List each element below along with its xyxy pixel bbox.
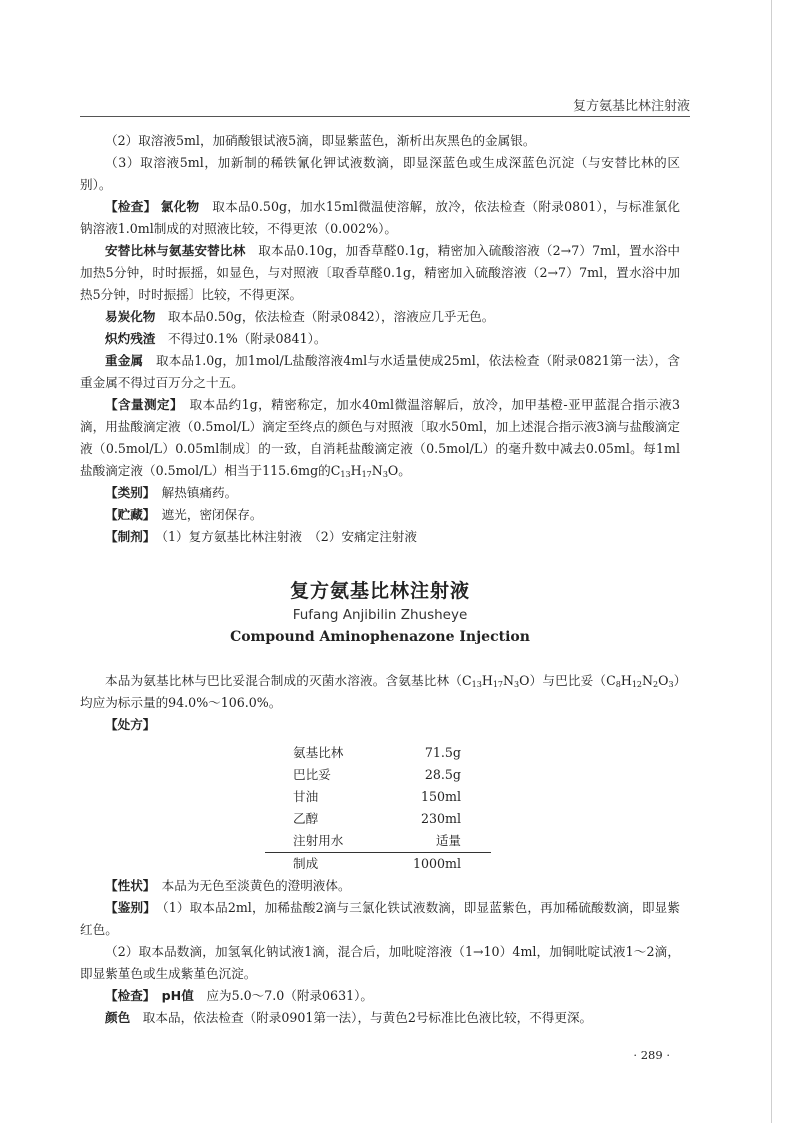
check-label-2: 【检查】: [105, 988, 150, 1003]
formula-barbital: $C_8H_{12}N_2O_3$: [606, 673, 674, 689]
identification-1-text: （1）取本品2ml，加稀盐酸2滴与三氯化铁试液数滴，即显蓝紫色，再加稀硫酸数滴，即显紫红色。: [80, 900, 681, 937]
monograph-pinyin: Fufang Anjibilin Zhusheye: [292, 607, 468, 623]
carbonizable-text: 取本品0.50g，依法检查（附录0842），溶液应几乎无色。: [167, 309, 495, 324]
preparations-label: 【制剂】: [105, 529, 150, 544]
heavy-metals-text: 取本品1.0g，加1mol/L盐酸溶液4ml与水适量使成25ml，依法检查（附录0821第一法），含重金属不得过百万分之十五。: [80, 353, 681, 390]
ph-text: 应为5.0～7.0（附录0631）。: [206, 988, 373, 1003]
description: [80, 875, 680, 897]
formulation-row: 氨基比林 71.5g: [293, 745, 461, 760]
carbonizable-label: 易炭化物: [105, 309, 156, 324]
category-label: 【类别】: [105, 485, 150, 500]
preparations: [80, 526, 680, 548]
storage-text: 遮光，密闭保存。: [161, 507, 263, 522]
ph-label: pH值: [161, 988, 194, 1003]
running-header-title: 复方氨基比林注射液: [572, 99, 690, 114]
assay-formula: $C_{13}H_{17}N_3O$。: [330, 463, 411, 479]
page-number: · 289 ·: [633, 1048, 670, 1062]
formulation-row: 乙醇 230ml: [293, 811, 461, 826]
category-text: 解热镇痛药。: [161, 485, 238, 500]
formulation-row: 注射用水 适量: [293, 833, 461, 848]
identification-2: （2）取溶液5ml，加硝酸银试液5滴，即显紫蓝色，渐析出灰黑色的金属银。: [105, 133, 536, 148]
assay: [80, 394, 680, 482]
chloride-text: 取本品0.50g，加水15ml微温使溶解，放冷，依法检查（附录0801），与标准氯化钠溶液1.0ml制成的对照液比较，不得更浓（0.002%）。: [80, 199, 681, 236]
check-ph: [80, 985, 680, 1007]
check-chloride: [80, 196, 680, 240]
identification-1: [80, 897, 680, 941]
formulation-label: 【处方】: [105, 717, 156, 732]
storage-label: 【贮藏】: [105, 507, 150, 522]
monograph-english-title: Compound Aminophenazone Injection: [230, 629, 530, 645]
preparations-text: （1）复方氨基比林注射液 （2）安痛定注射液: [161, 529, 417, 544]
formulation-total-row: 制成 1000ml: [293, 856, 461, 871]
formulation-row: 巴比妥 28.5g: [293, 767, 461, 782]
identification-3: （3）取溶液5ml，加新制的稀铁氰化钾试液数滴，即显深蓝色或生成深蓝色沉淀（与安替比林的区别）。: [80, 155, 680, 192]
formulation-table: [265, 742, 491, 875]
formula-aminophenazone: $C_{13}H_{17}N_3O$: [462, 673, 530, 689]
check-heavy-metals: [80, 350, 680, 394]
description-label: 【性状】: [105, 878, 150, 893]
assay-label: 【含量测定】: [105, 397, 177, 412]
header-rule: [80, 116, 690, 117]
page-content: [80, 130, 680, 1029]
check-carbonizable: [80, 306, 680, 328]
monograph-title: 复方氨基比林注射液: [289, 580, 470, 602]
ignition-text: 不得过0.1%（附录0841）。: [167, 331, 327, 346]
color-label: 颜色: [105, 1010, 131, 1025]
storage: [80, 504, 680, 526]
monograph-intro: 本品为氨基比林与巴比妥混合制成的灭菌水溶液。含氨基比林$(C_{13}H_{17}N_3O)$与巴比妥$(C_8H_{12}N_2O_3)$均应为标示量的94.0%～106.0%。: [80, 673, 681, 710]
check-section-label: 【检查】: [105, 199, 157, 214]
ignition-label: 炽灼残渣: [105, 331, 156, 346]
antipyrine-label: 安替比林与氨基安替比林: [105, 243, 246, 258]
identification-label: 【鉴别】: [105, 900, 150, 915]
check-antipyrine: [80, 240, 680, 306]
check-color: [80, 1007, 680, 1029]
formulation-heading: [80, 714, 680, 736]
category: [80, 482, 680, 504]
description-text: 本品为无色至淡黄色的澄明液体。: [161, 878, 351, 893]
color-text: 取本品，依法检查（附录0901第一法），与黄色2号标准比色液比较，不得更深。: [142, 1010, 593, 1025]
heavy-metals-label: 重金属: [105, 353, 144, 368]
antipyrine-text: 取本品0.10g，加香草醛0.1g，精密加入硫酸溶液（2→7）7ml，置水浴中加热5分钟，时时振摇，如显色，与对照液〔取香草醛0.1g，精密加入硫酸溶液（2→7）7ml，置水浴中加热5分钟，时时振摇〕比较，不得更深。: [80, 243, 681, 302]
identification-2b: （2）取本品数滴，加氢氧化钠试液1滴，混合后，加吡啶溶液（1→10）4ml，加铜吡啶试液1～2滴，即显紫堇色或生成紫堇色沉淀。: [80, 944, 680, 981]
formulation-row: 甘油 150ml: [293, 789, 461, 804]
chloride-label: 氯化物: [160, 199, 200, 214]
page-edge-line: [771, 0, 772, 1123]
assay-text: 取本品约1g，精密称定，加水40ml微温溶解后，放冷，加甲基橙-亚甲蓝混合指示液3滴，用盐酸滴定液（0.5mol/L）滴定至终点的颜色与对照液〔取水50ml，加上述混合指示液3滴与盐酸滴定液（0.5mol/L）0.05ml制成〕的一致，自消耗盐酸滴定液（0.5mol/L）的毫升数中减去0.05ml。每1ml盐酸滴定液（0.5mol/L）相当于115.6mg的: [80, 397, 681, 478]
check-ignition: [80, 328, 680, 350]
